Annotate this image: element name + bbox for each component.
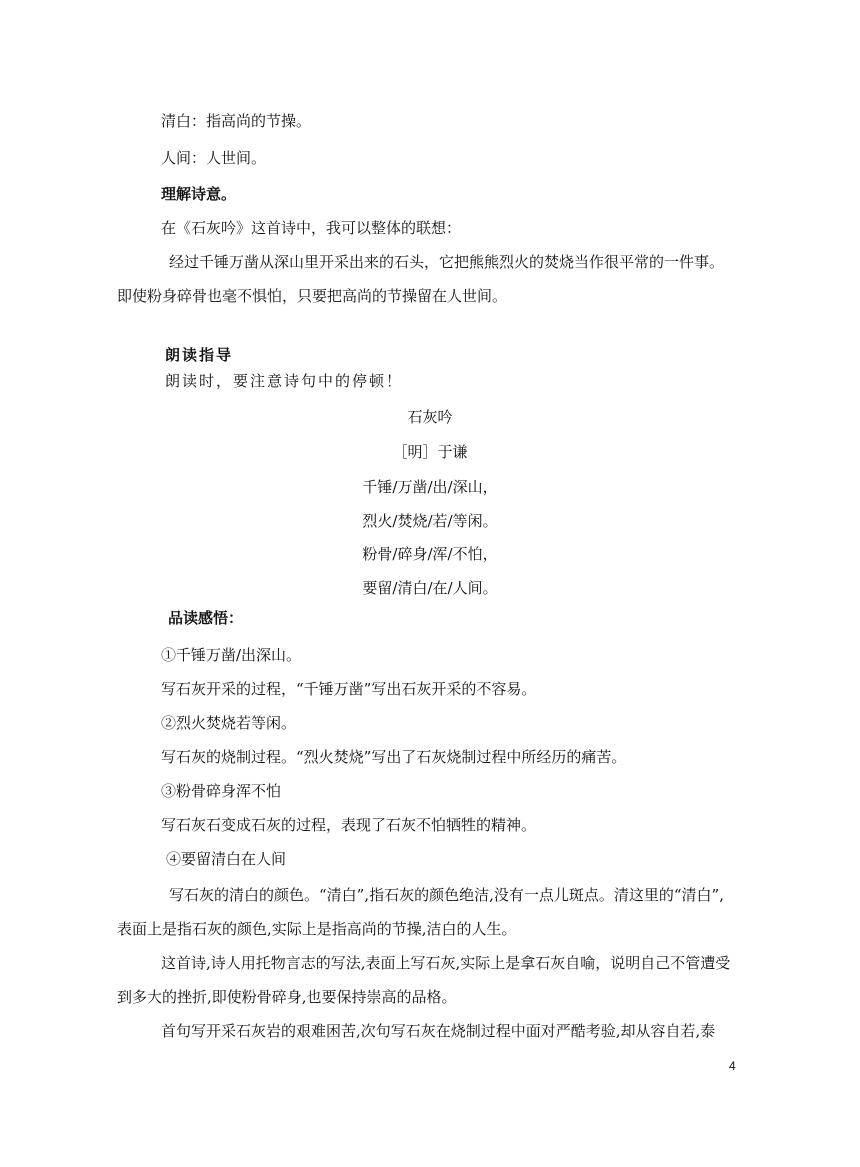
appreciation-heading: 品读感悟： — [168, 609, 244, 627]
page-number: 4 — [729, 1059, 736, 1073]
whiteness-line-2: 表面上是指石灰的颜色,实际上是指高尚的节操,洁白的人生。 — [117, 920, 517, 938]
summary-line-1: 这首诗,诗人用托物言志的写法,表面上写石灰,实际上是拿石灰自喻，说明自己不管遭受 — [161, 954, 731, 972]
appreciation-item-3: ③粉骨碎身浑不怕 — [161, 782, 282, 800]
definition-renjian: 人间：人世间。 — [161, 149, 267, 167]
poem-line-4: 要留/清白/在/人间。 — [362, 579, 498, 597]
summary-line-2: 到多大的挫折,即使粉骨碎身,也要保持崇高的品格。 — [117, 988, 457, 1006]
understand-heading: 理解诗意。 — [161, 185, 237, 203]
definition-qingbai: 清白：指高尚的节操。 — [161, 112, 312, 130]
whiteness-line-1: 写石灰的清白的颜色。“清白”,指石灰的颜色绝洁,没有一点儿斑点。清这里的“清白”, — [169, 886, 724, 904]
poem-line-2: 烈火/焚烧/若/等闲。 — [362, 512, 498, 530]
appreciation-item-4: ④要留清白在人间 — [166, 850, 287, 868]
appreciation-item-2-note: 写石灰的烧制过程。“烈火焚烧”写出了石灰烧制过程中所经历的痛苦。 — [161, 748, 627, 766]
appreciation-item-2: ②烈火焚烧若等闲。 — [161, 714, 297, 732]
appreciation-item-3-note: 写石灰石变成石灰的过程，表现了石灰不怕牺牲的精神。 — [161, 816, 537, 834]
poem-title: 石灰吟 — [407, 408, 453, 426]
appreciation-item-1: ①千锤万凿/出深山。 — [161, 646, 302, 664]
poem-line-3: 粉骨/碎身/浑/不怕， — [362, 545, 498, 563]
poem-line-1: 千锤/万凿/出/深山， — [362, 478, 498, 496]
reading-heading: 朗读指导 — [165, 346, 234, 364]
understand-paragraph-line-2: 即使粉身碎骨也毫不惧怕，只要把高尚的节操留在人世间。 — [117, 287, 508, 305]
understand-paragraph-line-1: 经过千锤万凿从深山里开采出来的石头，它把熊熊烈火的焚烧当作很平常的一件事。 — [169, 253, 725, 271]
reading-note: 朗读时，要注意诗句中的停顿！ — [165, 372, 404, 390]
understand-intro: 在《石灰吟》这首诗中，我可以整体的联想： — [161, 219, 462, 237]
last-line: 首句写开采石灰岩的艰难困苦,次句写石灰在烧制过程中面对严酷考验,却从容自若,泰 — [161, 1022, 716, 1040]
poem-author: ［明］于谦 — [392, 443, 468, 461]
appreciation-item-1-note: 写石灰开采的过程，“千锤万凿”写出石灰开采的不容易。 — [161, 680, 537, 698]
